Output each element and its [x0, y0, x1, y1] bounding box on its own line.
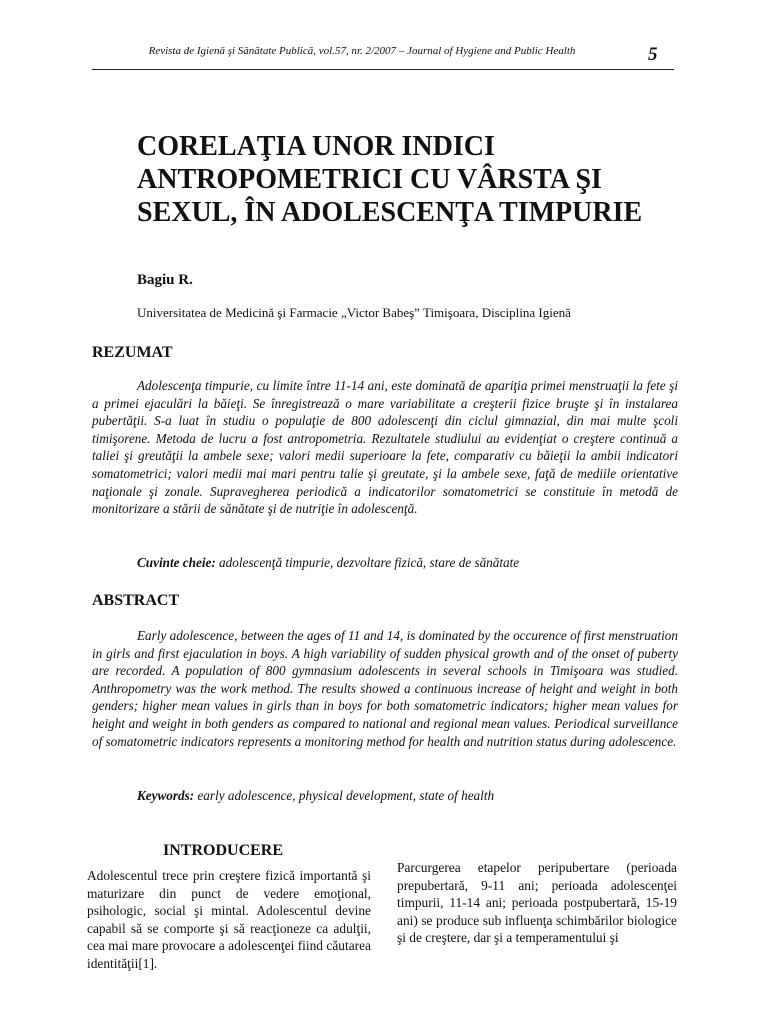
running-header: Revista de Igienă şi Sănătate Publică, vol.57, nr. 2/2007 – Journal of Hygiene and Public Health: [148, 45, 576, 57]
introduction-left-column: Adolescentul trece prin creştere fizică importantă şi maturizare din punct de vedere emoţional, psihologic, social şi mintal. Adolescentul devine capabil să se comporte şi să reacţioneze ca adulţii, cea mai mare provocare a adolescenţei fiind căutarea identităţii[1].: [87, 868, 371, 971]
author-affiliation: Universitatea de Medicină şi Farmacie „Victor Babeş” Timişoara, Disciplina Igienă: [137, 305, 571, 320]
introduction-heading: INTRODUCERE: [163, 842, 284, 859]
page-number: 5: [648, 44, 658, 65]
rezumat-keywords: [137, 555, 519, 571]
abstract-keywords: [137, 788, 494, 804]
keywords-label: Cuvinte cheie:: [137, 555, 216, 570]
introduction-right-column: Parcurgerea etapelor peripubertare (perioada prepubertară, 9-11 ani; perioada adolescenţei timpurii, 11-14 ani; perioada postpubertară, 15-19 ani) se produce sub influenţa schimbărilor biologice şi de creştere, dar şi a temperamentului şi: [397, 860, 677, 946]
title-line: CORELAŢIA UNOR INDICI: [137, 131, 495, 162]
rezumat-heading: REZUMAT: [92, 344, 173, 361]
abstract-body: Early adolescence, between the ages of 11 and 14, is dominated by the occurence of first menstruation in girls and first ejaculation in boys. A high variability of sudden physical growth and of the onset of puberty are recorded. A population of 800 gymnasium adolescents in several schools in Timişoara was studied. Anthropometry was the work method. The results showed a continuous increase of height and weight in both genders; higher mean values in girls than in boys for both somatometric indicators; higher mean values for height and weight in both genders as compared to national and regional mean values. Periodical surveillance of somatometric indicators represents a monitoring method for health and nutrition status during adolescence.: [92, 628, 678, 749]
abstract-heading: ABSTRACT: [92, 592, 180, 609]
title-line: ANTROPOMETRICI CU VÂRSTA ŞI: [137, 164, 602, 195]
author-name: Bagiu R.: [137, 272, 193, 288]
rezumat-body: Adolescenţa timpurie, cu limite între 11-14 ani, este dominată de apariţia primei menstruaţii la fete şi a primei ejaculări la băieţi. Se înregistrează o mare variabilitate a creşterii fizice bruşte şi în instalarea pubertăţii. S-a luat în studiu o populaţie de 800 adolescenţi din ciclul gimnazial, din mai multe şcoli timişorene. Metoda de lucru a fost antropometria. Rezultatele studiului au evidenţiat o creştere continuă a taliei şi greutăţii la ambele sexe; valori medii superioare la fete, comparativ cu băieţii la ambii indicatori somatometrici; valori medii mai mari pentru talie şi greutate, şi la ambele sexe, faţă de mediile orientative naţionale şi zonale. Supravegherea periodică a indicatorilor somatometrici se constituie în metodă de monitorizare a stării de sănătate şi de nutriţie în adolescenţă.: [92, 378, 678, 517]
title-line: SEXUL, ÎN ADOLESCENŢA TIMPURIE: [137, 197, 643, 228]
article-title: [137, 130, 697, 229]
keywords-text: adolescenţă timpurie, dezvoltare fizică, stare de sănătate: [215, 555, 520, 570]
keywords-text: early adolescence, physical development, state of health: [194, 788, 495, 803]
keywords-label: Keywords:: [137, 788, 195, 803]
header-divider: [92, 69, 674, 70]
